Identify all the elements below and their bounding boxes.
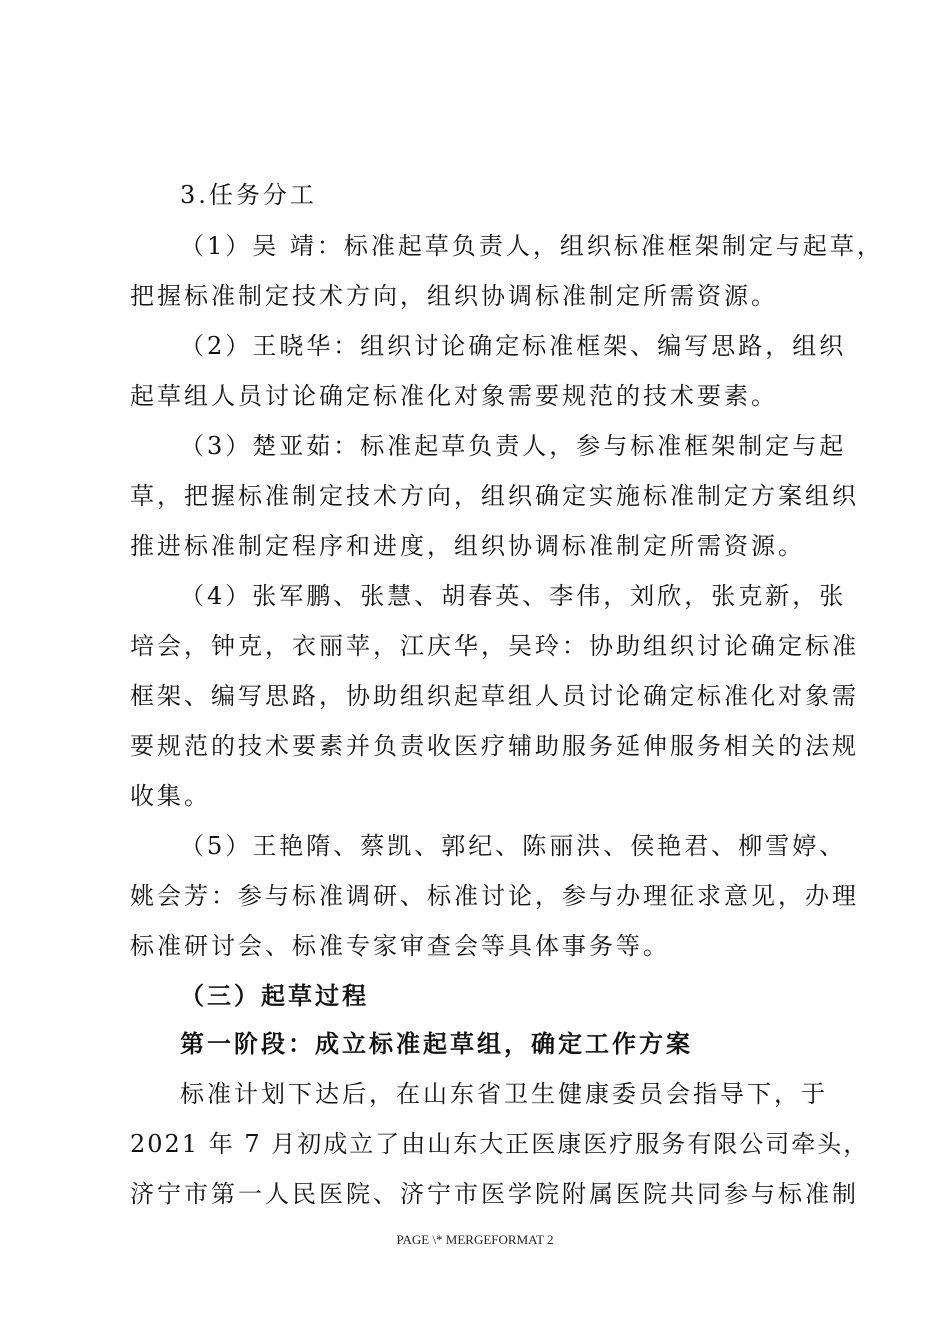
- paragraph-line: 济宁市第一人民医院、济宁市医学院附属医院共同参与标准制: [130, 1180, 859, 1208]
- stage-heading-first: 第一阶段：成立标准起草组，确定工作方案: [180, 1029, 693, 1058]
- paragraph-line: （3）楚亚茹：标准起草负责人，参与标准框架制定与起: [180, 432, 847, 460]
- page-footer: PAGE \* MERGEFORMAT 2: [396, 1232, 554, 1247]
- paragraph-line: 2021 年 7 月初成立了由山东大正医康医疗服务有限公司牵头，: [130, 1130, 870, 1158]
- paragraph-line: 培会，钟克，衣丽苹，江庆华，吴玲：协助组织讨论确定标准: [130, 632, 859, 660]
- paragraph-line: 标准计划下达后，在山东省卫生健康委员会指导下，于: [180, 1080, 828, 1108]
- paragraph-line: 标准研讨会、标准专家审查会等具体事务等。: [130, 932, 670, 960]
- paragraph-line: 要规范的技术要素并负责收医疗辅助服务延伸服务相关的法规: [130, 732, 859, 760]
- paragraph-line: （2）王晓华：组织讨论确定标准框架、编写思路，组织: [180, 332, 847, 360]
- heading-task-division: 3.任务分工: [180, 181, 317, 209]
- paragraph-line: 框架、编写思路，协助组织起草组人员讨论确定标准化对象需: [130, 682, 859, 710]
- paragraph-line: 姚会芳：参与标准调研、标准讨论，参与办理征求意见，办理: [130, 882, 859, 910]
- paragraph-line: 收集。: [130, 782, 211, 810]
- section-heading-drafting-process: （三）起草过程: [180, 981, 369, 1010]
- paragraph-line: 起草组人员讨论确定标准化对象需要规范的技术要素。: [130, 382, 778, 410]
- paragraph-line: （1）吴 靖：标准起草负责人，组织标准框架制定与起草，: [180, 232, 884, 260]
- paragraph-line: （5）王艳隋、蔡凯、郭纪、陈丽洪、侯艳君、柳雪婷、: [180, 832, 847, 860]
- paragraph-line: 把握标准制定技术方向，组织协调标准制定所需资源。: [130, 282, 778, 310]
- paragraph-line: （4）张军鹏、张慧、胡春英、李伟，刘欣，张克新，张: [180, 582, 847, 610]
- paragraph-line: 推进标准制定程序和进度，组织协调标准制定所需资源。: [130, 532, 805, 560]
- paragraph-line: 草，把握标准制定技术方向，组织确定实施标准制定方案组织: [130, 482, 859, 510]
